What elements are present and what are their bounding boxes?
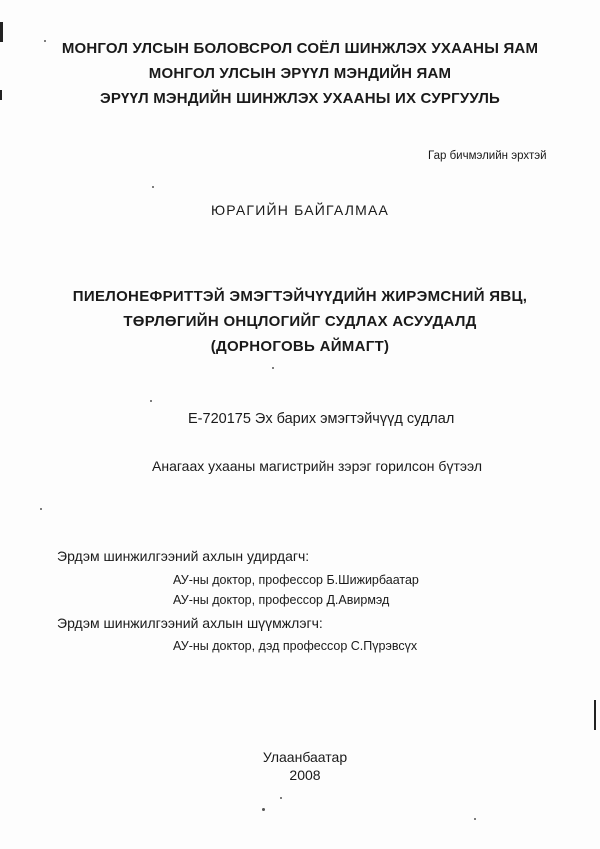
scan-speck <box>40 508 42 510</box>
scan-speck <box>150 400 152 402</box>
institution-line-3: ЭРҮҮЛ МЭНДИЙН ШИНЖЛЭХ УХААНЫ ИХ СУРГУУЛЬ <box>99 90 501 107</box>
scan-edge-mark <box>0 22 3 42</box>
publication-year: 2008 <box>289 767 321 783</box>
publication-city: Улаанбаатар <box>262 749 348 765</box>
scan-speck <box>262 808 265 811</box>
scan-edge-mark <box>594 700 596 730</box>
scan-speck <box>280 797 282 799</box>
specialty-code: Е-720175 Эх барих эмэгтэйчүүд судлал <box>188 411 455 427</box>
manuscript-rights-note: Гар бичмэлийн эрхтэй <box>428 150 547 162</box>
scan-speck <box>474 818 476 820</box>
institution-line-1: МОНГОЛ УЛСЫН БОЛОВСРОЛ СОЁЛ ШИНЖЛЭХ УХААНЫ ЯАМ <box>61 40 539 57</box>
thesis-title-line-2: ТӨРЛӨГИЙН ОНЦЛОГИЙГ СУДЛАХ АСУУДАЛД <box>123 313 477 330</box>
reviewer-name: АУ-ны доктор, дэд профессор С.Пүрэвсүх <box>173 639 418 653</box>
supervisor-role-label: Эрдэм шинжилгээний ахлын удирдагч: <box>57 548 310 564</box>
author-name: ЮРАГИЙН БАЙГАЛМАА <box>210 202 390 218</box>
supervisor-name: АУ-ны доктор, профессор Б.Шижирбаатар <box>173 573 419 587</box>
institution-line-2: МОНГОЛ УЛСЫН ЭРҮҮЛ МЭНДИЙН ЯАМ <box>148 65 452 82</box>
scan-speck <box>272 367 274 369</box>
reviewer-role-label: Эрдэм шинжилгээний ахлын шүүмжлэгч: <box>57 615 323 631</box>
scan-speck <box>152 186 154 188</box>
scan-speck <box>44 40 46 42</box>
thesis-title-line-1: ПИЕЛОНЕФРИТТЭЙ ЭМЭГТЭЙЧҮҮДИЙН ЖИРЭМСНИЙ ЯВЦ, <box>72 288 528 305</box>
supervisor-name: АУ-ны доктор, профессор Д.Авирмэд <box>173 593 390 607</box>
thesis-title-line-3: (ДОРНОГОВЬ АЙМАГТ) <box>210 338 390 355</box>
degree-statement: Анагаах ухааны магистрийн зэрэг горилсон бүтээл <box>152 458 483 474</box>
